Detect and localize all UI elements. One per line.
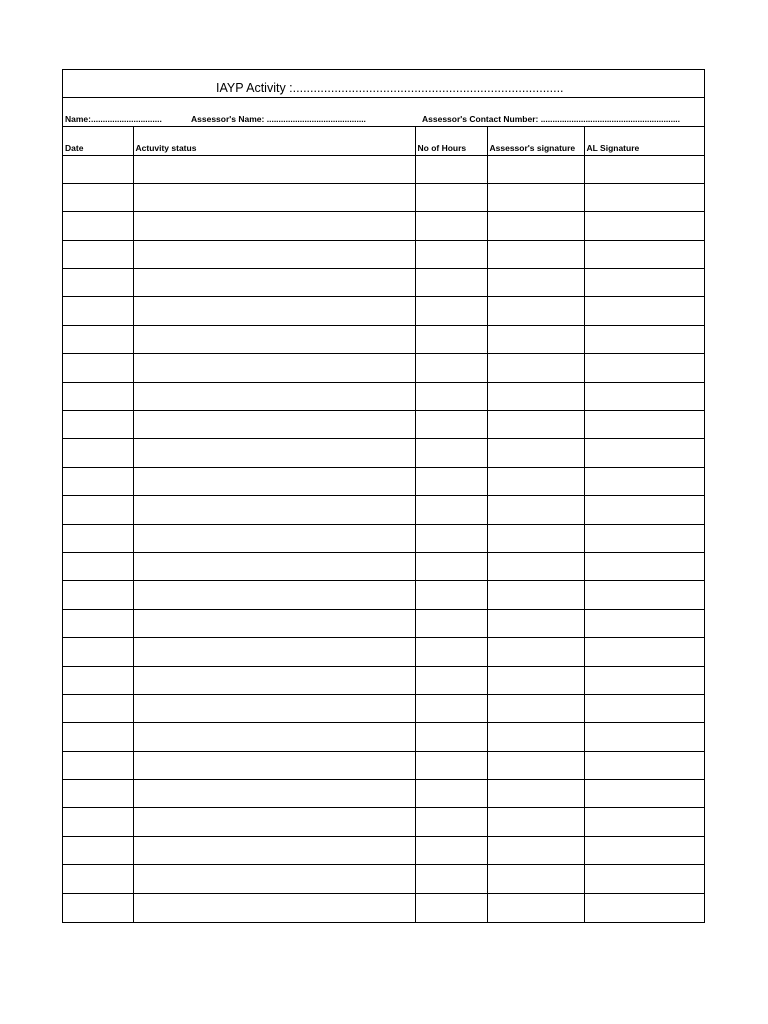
date-cell[interactable] [63, 496, 133, 524]
al-signature-cell[interactable] [584, 638, 704, 666]
table-row [63, 666, 704, 694]
activity-log-form [62, 69, 705, 923]
assessor-signature-cell[interactable] [487, 780, 584, 808]
assessor-signature-cell[interactable] [487, 694, 584, 722]
activity-status-cell[interactable] [133, 893, 415, 921]
al-signature-cell[interactable] [584, 865, 704, 893]
assessor-signature-cell[interactable] [487, 808, 584, 836]
hours-cell[interactable] [415, 865, 487, 893]
hours-cell[interactable] [415, 808, 487, 836]
table-row [63, 865, 704, 893]
date-cell[interactable] [63, 609, 133, 637]
column-header-activity-status: Actuvity status [133, 127, 415, 155]
assessor-signature-cell[interactable] [487, 836, 584, 864]
table-row [63, 638, 704, 666]
assessor-signature-cell[interactable] [487, 893, 584, 921]
activity-status-cell[interactable] [133, 638, 415, 666]
form-title-row [63, 70, 704, 98]
al-signature-cell[interactable] [584, 524, 704, 552]
hours-cell[interactable] [415, 780, 487, 808]
date-cell[interactable] [63, 155, 133, 183]
date-cell[interactable] [63, 297, 133, 325]
assessor-signature-cell[interactable] [487, 212, 584, 240]
al-signature-cell[interactable] [584, 212, 704, 240]
date-cell[interactable] [63, 439, 133, 467]
activity-status-cell[interactable] [133, 694, 415, 722]
activity-status-cell[interactable] [133, 354, 415, 382]
hours-cell[interactable] [415, 638, 487, 666]
date-cell[interactable] [63, 751, 133, 779]
al-signature-cell[interactable] [584, 467, 704, 495]
date-cell[interactable] [63, 269, 133, 297]
table-row [63, 552, 704, 580]
al-signature-cell[interactable] [584, 581, 704, 609]
hours-cell[interactable] [415, 467, 487, 495]
table-row [63, 751, 704, 779]
activity-status-cell[interactable] [133, 666, 415, 694]
activity-status-cell[interactable] [133, 808, 415, 836]
date-cell[interactable] [63, 552, 133, 580]
activity-status-cell[interactable] [133, 609, 415, 637]
table-row [63, 581, 704, 609]
hours-cell[interactable] [415, 183, 487, 211]
assessor-signature-cell[interactable] [487, 382, 584, 410]
hours-cell[interactable] [415, 723, 487, 751]
date-cell[interactable] [63, 865, 133, 893]
table-row [63, 411, 704, 439]
al-signature-cell[interactable] [584, 439, 704, 467]
table-row [63, 382, 704, 410]
al-signature-cell[interactable] [584, 609, 704, 637]
hours-cell[interactable] [415, 524, 487, 552]
form-title: IAYP Activity :.............................................................................. [216, 81, 564, 95]
hours-cell[interactable] [415, 155, 487, 183]
table-row [63, 183, 704, 211]
table-row [63, 723, 704, 751]
activity-status-cell[interactable] [133, 325, 415, 353]
assessor-signature-cell[interactable] [487, 609, 584, 637]
assessor-signature-cell[interactable] [487, 723, 584, 751]
date-cell[interactable] [63, 694, 133, 722]
date-cell[interactable] [63, 581, 133, 609]
table-row [63, 354, 704, 382]
assessor-signature-cell[interactable] [487, 155, 584, 183]
al-signature-cell[interactable] [584, 751, 704, 779]
assessor-signature-cell[interactable] [487, 638, 584, 666]
date-cell[interactable] [63, 723, 133, 751]
activity-status-cell[interactable] [133, 411, 415, 439]
activity-status-cell[interactable] [133, 240, 415, 268]
date-cell[interactable] [63, 411, 133, 439]
hours-cell[interactable] [415, 609, 487, 637]
date-cell[interactable] [63, 325, 133, 353]
table-row [63, 240, 704, 268]
al-signature-cell[interactable] [584, 836, 704, 864]
table-row [63, 808, 704, 836]
al-signature-cell[interactable] [584, 808, 704, 836]
hours-cell[interactable] [415, 439, 487, 467]
al-signature-cell[interactable] [584, 240, 704, 268]
activity-status-cell[interactable] [133, 297, 415, 325]
table-row [63, 609, 704, 637]
hours-cell[interactable] [415, 297, 487, 325]
column-header-al-signature: AL Signature [584, 127, 704, 155]
activity-status-cell[interactable] [133, 780, 415, 808]
hours-cell[interactable] [415, 893, 487, 921]
assessor-signature-cell[interactable] [487, 269, 584, 297]
assessor-signature-cell[interactable] [487, 240, 584, 268]
assessor-name-field-label: Assessor's Name: .......................................... [191, 114, 366, 124]
al-signature-cell[interactable] [584, 893, 704, 921]
al-signature-cell[interactable] [584, 155, 704, 183]
table-row [63, 155, 704, 183]
assessor-signature-cell[interactable] [487, 439, 584, 467]
table-row [63, 269, 704, 297]
date-cell[interactable] [63, 893, 133, 921]
hours-cell[interactable] [415, 751, 487, 779]
table-row [63, 893, 704, 921]
hours-cell[interactable] [415, 411, 487, 439]
hours-cell[interactable] [415, 694, 487, 722]
date-cell[interactable] [63, 240, 133, 268]
table-row [63, 694, 704, 722]
al-signature-cell[interactable] [584, 723, 704, 751]
date-cell[interactable] [63, 467, 133, 495]
date-cell[interactable] [63, 382, 133, 410]
al-signature-cell[interactable] [584, 780, 704, 808]
hours-cell[interactable] [415, 382, 487, 410]
hours-cell[interactable] [415, 581, 487, 609]
table-row [63, 467, 704, 495]
form-info-row [63, 98, 704, 127]
assessor-signature-cell[interactable] [487, 552, 584, 580]
assessor-signature-cell[interactable] [487, 581, 584, 609]
date-cell[interactable] [63, 638, 133, 666]
table-row [63, 836, 704, 864]
activity-status-cell[interactable] [133, 155, 415, 183]
activity-status-cell[interactable] [133, 183, 415, 211]
name-field-label: Name:.............................. [65, 114, 162, 124]
activity-log-table [63, 127, 704, 922]
assessor-signature-cell[interactable] [487, 666, 584, 694]
hours-cell[interactable] [415, 666, 487, 694]
table-row [63, 496, 704, 524]
column-header-hours: No of Hours [415, 127, 487, 155]
al-signature-cell[interactable] [584, 269, 704, 297]
al-signature-cell[interactable] [584, 552, 704, 580]
al-signature-cell[interactable] [584, 382, 704, 410]
activity-status-cell[interactable] [133, 439, 415, 467]
column-header-assessor-signature: Assessor's signature [487, 127, 584, 155]
table-header-row [63, 127, 704, 155]
table-body [63, 155, 704, 922]
hours-cell[interactable] [415, 269, 487, 297]
al-signature-cell[interactable] [584, 666, 704, 694]
date-cell[interactable] [63, 524, 133, 552]
hours-cell[interactable] [415, 552, 487, 580]
assessor-signature-cell[interactable] [487, 325, 584, 353]
assessor-signature-cell[interactable] [487, 865, 584, 893]
table-row [63, 780, 704, 808]
table-row [63, 212, 704, 240]
activity-status-cell[interactable] [133, 552, 415, 580]
hours-cell[interactable] [415, 496, 487, 524]
assessor-signature-cell[interactable] [487, 297, 584, 325]
assessor-signature-cell[interactable] [487, 751, 584, 779]
date-cell[interactable] [63, 836, 133, 864]
activity-status-cell[interactable] [133, 269, 415, 297]
activity-status-cell[interactable] [133, 496, 415, 524]
column-header-date: Date [63, 127, 133, 155]
assessor-signature-cell[interactable] [487, 183, 584, 211]
assessor-signature-cell[interactable] [487, 467, 584, 495]
assessor-signature-cell[interactable] [487, 496, 584, 524]
date-cell[interactable] [63, 780, 133, 808]
activity-status-cell[interactable] [133, 524, 415, 552]
activity-status-cell[interactable] [133, 836, 415, 864]
table-row [63, 439, 704, 467]
date-cell[interactable] [63, 808, 133, 836]
assessor-signature-cell[interactable] [487, 411, 584, 439]
hours-cell[interactable] [415, 354, 487, 382]
table-row [63, 297, 704, 325]
al-signature-cell[interactable] [584, 354, 704, 382]
date-cell[interactable] [63, 183, 133, 211]
al-signature-cell[interactable] [584, 411, 704, 439]
assessor-signature-cell[interactable] [487, 524, 584, 552]
activity-status-cell[interactable] [133, 581, 415, 609]
al-signature-cell[interactable] [584, 183, 704, 211]
activity-status-cell[interactable] [133, 865, 415, 893]
date-cell[interactable] [63, 212, 133, 240]
hours-cell[interactable] [415, 325, 487, 353]
hours-cell[interactable] [415, 240, 487, 268]
assessor-contact-field-label: Assessor's Contact Number: ........................................................... [422, 114, 681, 124]
hours-cell[interactable] [415, 212, 487, 240]
al-signature-cell[interactable] [584, 694, 704, 722]
date-cell[interactable] [63, 354, 133, 382]
activity-status-cell[interactable] [133, 382, 415, 410]
activity-status-cell[interactable] [133, 751, 415, 779]
al-signature-cell[interactable] [584, 297, 704, 325]
assessor-signature-cell[interactable] [487, 354, 584, 382]
al-signature-cell[interactable] [584, 496, 704, 524]
hours-cell[interactable] [415, 836, 487, 864]
table-row [63, 524, 704, 552]
al-signature-cell[interactable] [584, 325, 704, 353]
activity-status-cell[interactable] [133, 723, 415, 751]
date-cell[interactable] [63, 666, 133, 694]
table-row [63, 325, 704, 353]
activity-status-cell[interactable] [133, 212, 415, 240]
activity-status-cell[interactable] [133, 467, 415, 495]
